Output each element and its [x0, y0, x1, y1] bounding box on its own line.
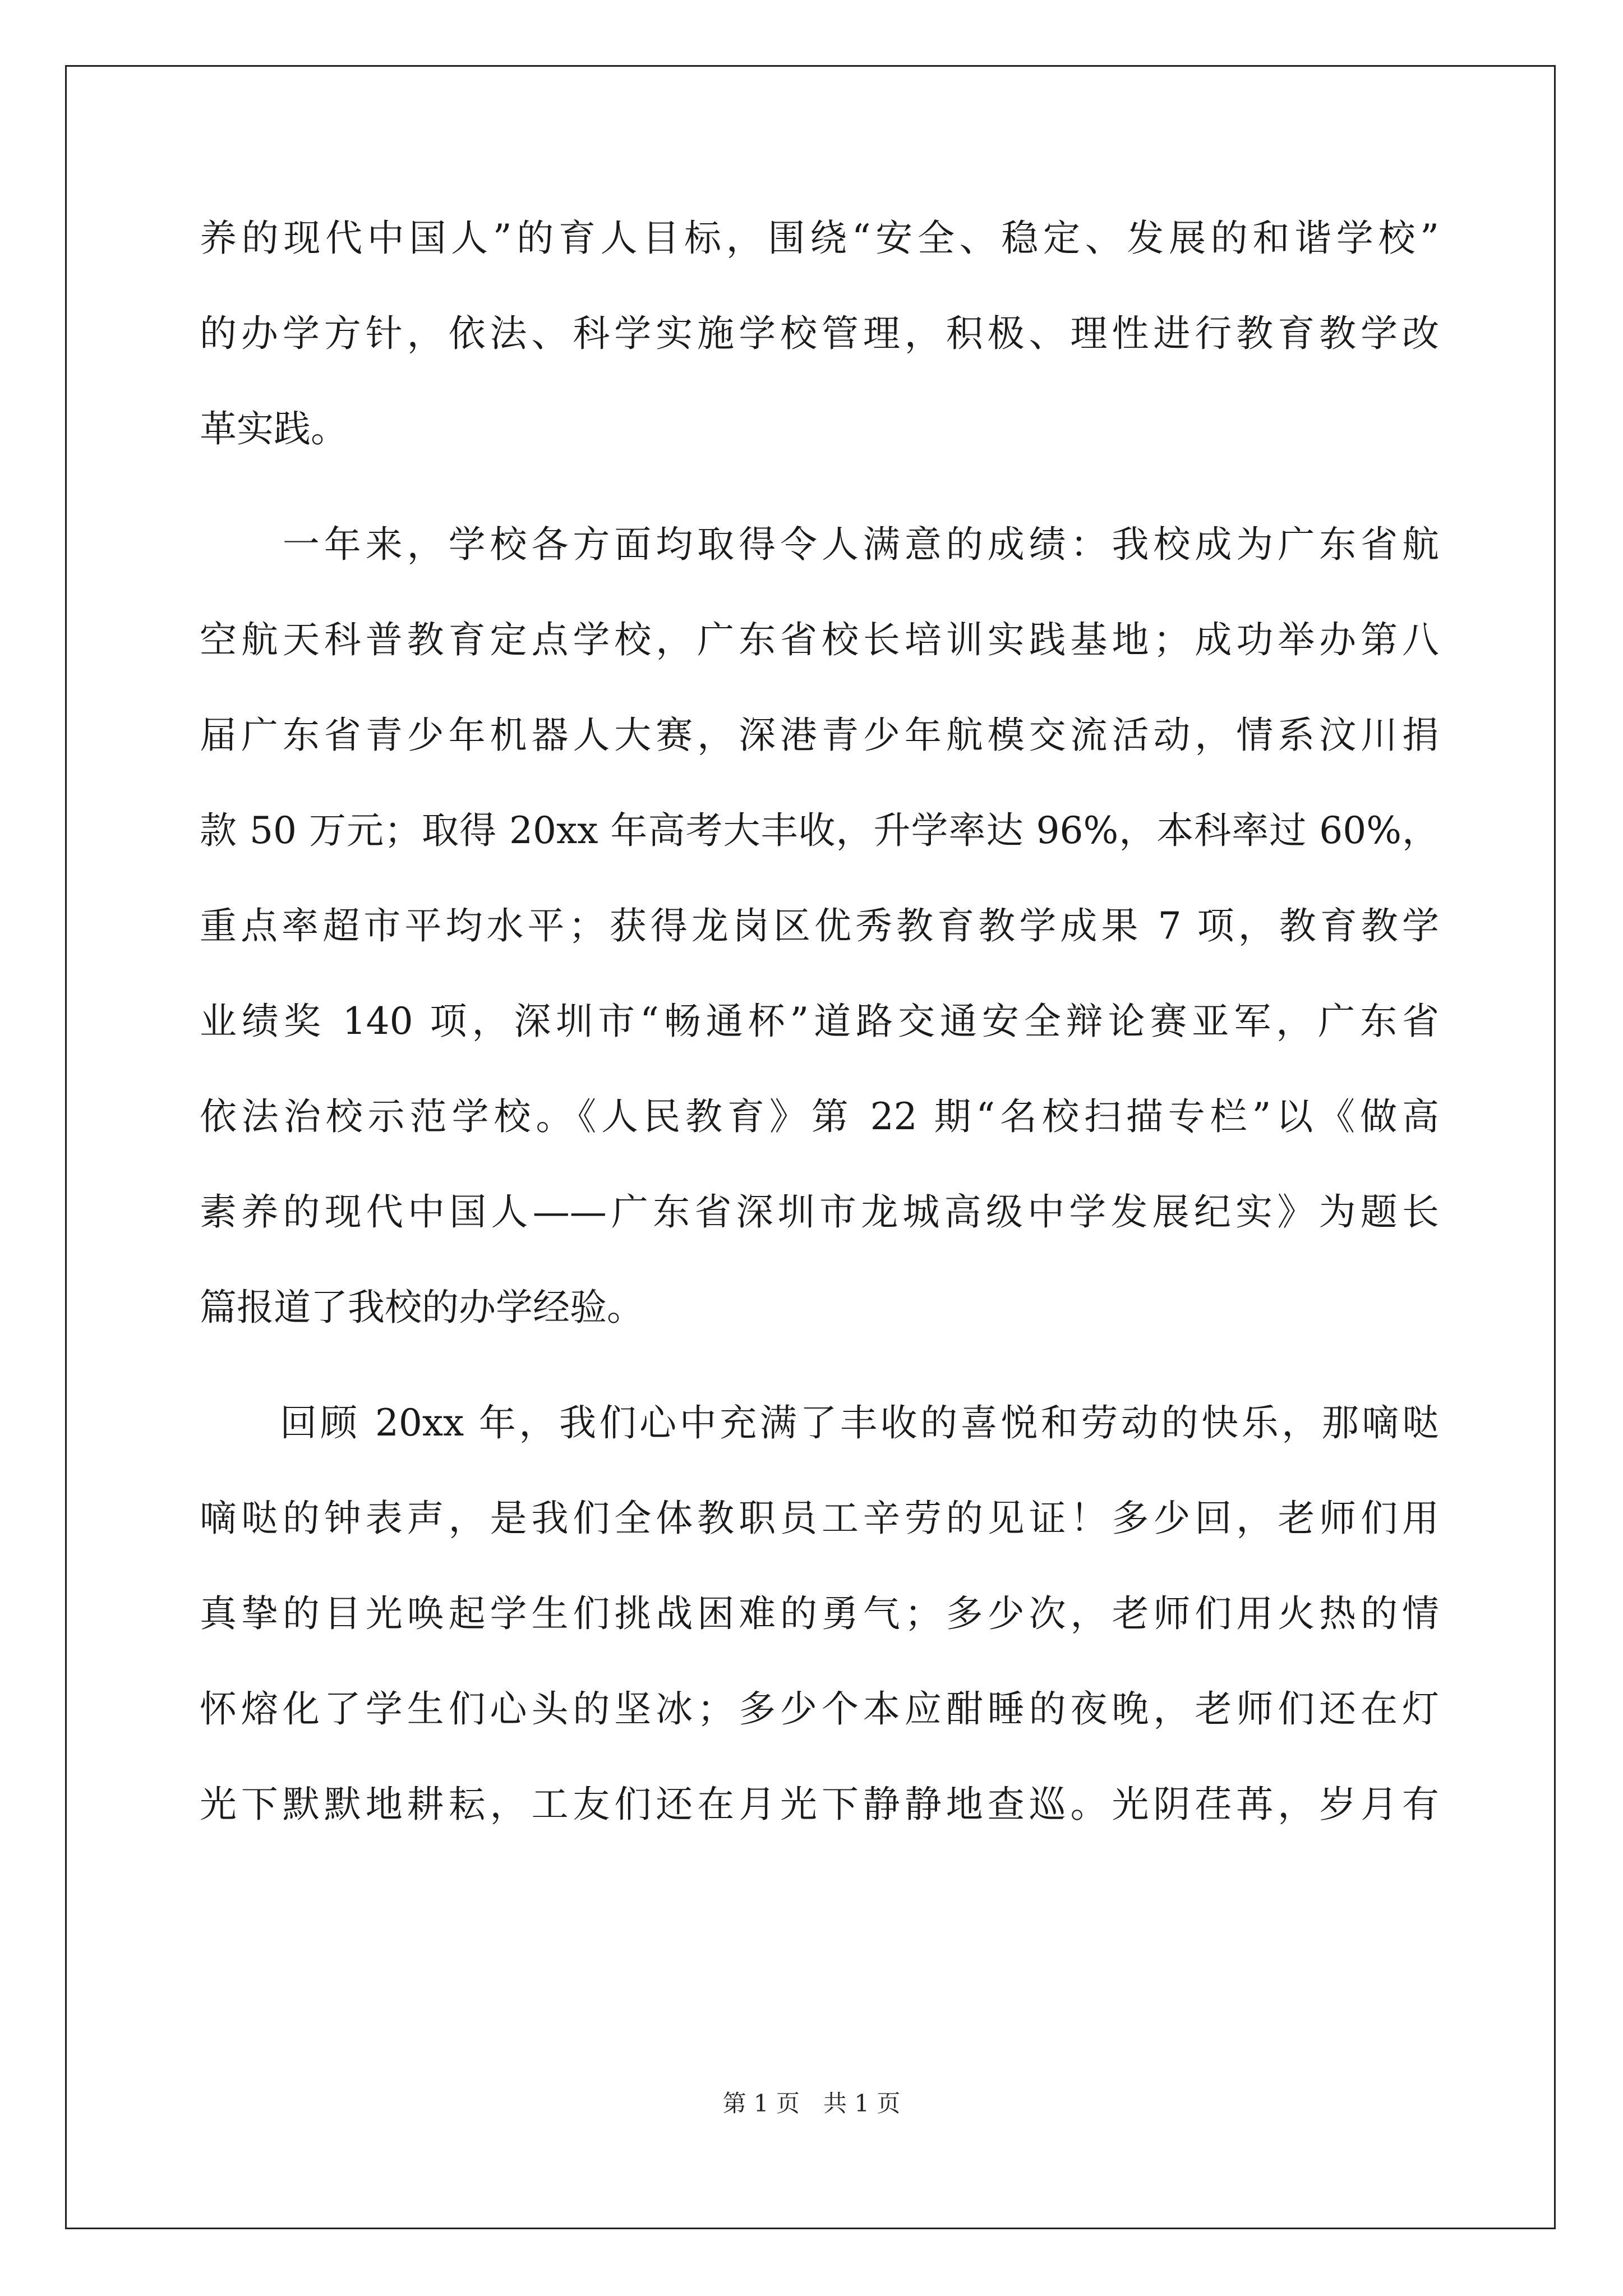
text-line: 业绩奖 140 项，深圳市“畅通杯”道路交通安全辩论赛亚军，广东省 [200, 1000, 1439, 1043]
text-line: 回顾 20xx 年，我们心中充满了丰收的喜悦和劳动的快乐，那嘀哒 [200, 1401, 1439, 1444]
text-line: 养的现代中国人”的育人目标，围绕“安全、稳定、发展的和谐学校” [200, 217, 1439, 260]
text-line: 空航天科普教育定点学校，广东省校长培训实践基地；成功举办第八 [200, 618, 1439, 661]
document-body [200, 191, 1439, 1852]
text-line: 真挚的目光唤起学生们挑战困难的勇气；多少次，老师们用火热的情 [200, 1592, 1439, 1635]
text-line: 篇报道了我校的办学经验。 [200, 1286, 644, 1329]
text-line: 重点率超市平均水平；获得龙岗区优秀教育教学成果 7 项，教育教学 [200, 904, 1439, 947]
paragraph-3 [200, 1375, 1439, 1852]
text-line: 一年来，学校各方面均取得令人满意的成绩：我校成为广东省航 [200, 523, 1439, 566]
text-line: 光下默默地耕耘，工友们还在月光下静静地查巡。光阴荏苒，岁月有 [200, 1783, 1439, 1826]
text-line: 革实践。 [200, 407, 348, 450]
text-line: 怀熔化了学生们心头的坚冰；多少个本应酣睡的夜晚，老师们还在灯 [200, 1687, 1439, 1731]
paragraph-1 [200, 191, 1439, 477]
text-line: 的办学方针，依法、科学实施学校管理，积极、理性进行教育教学改 [200, 312, 1439, 355]
text-line: 素养的现代中国人——广东省深圳市龙城高级中学发展纪实》为题长 [200, 1190, 1439, 1234]
text-line: 款 50 万元；取得 20xx 年高考大丰收，升学率达 96%，本科率过 60%， [200, 809, 1439, 852]
page-footer [0, 2087, 1623, 2120]
text-line: 嘀哒的钟表声，是我们全体教职员工辛劳的见证！多少回，老师们用 [200, 1497, 1439, 1540]
text-line: 依法治校示范学校。《人民教育》第 22 期“名校扫描专栏”以《做高 [200, 1095, 1439, 1138]
paragraph-2 [200, 497, 1439, 1355]
page-number: 第 1 页 共 1 页 [722, 2090, 901, 2117]
text-line: 届广东省青少年机器人大赛，深港青少年航模交流活动，情系汶川捐 [200, 714, 1439, 757]
